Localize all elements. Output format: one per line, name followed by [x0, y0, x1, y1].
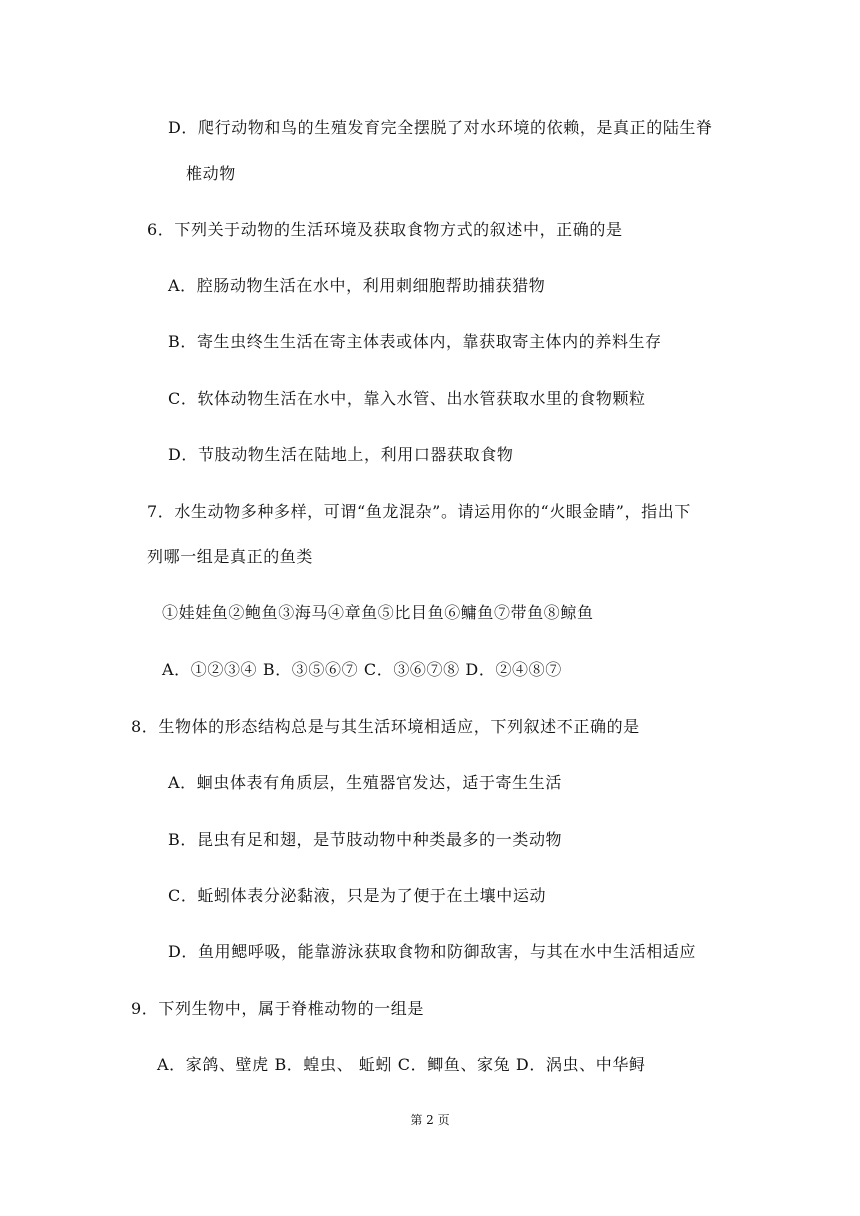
q8-option-c: C．蚯蚓体表分泌黏液，只是为了便于在土壤中运动	[168, 886, 547, 905]
q7-stem-line2: 列哪一组是真正的鱼类	[147, 547, 314, 566]
q9-options: A．家鸽、壁虎 B．蝗虫、 蚯蚓 C．鲫鱼、家兔 D．涡虫、中华鲟	[157, 1055, 646, 1074]
q8-option-b: B．昆虫有足和翅，是节肢动物中种类最多的一类动物	[168, 830, 563, 849]
q7-stem-line1: 7．水生动物多种多样，可谓“鱼龙混杂”。请运用你的“火眼金睛”，指出下	[147, 502, 691, 521]
q6-option-b: B．寄生虫终生生活在寄主体表或体内，靠获取寄主体内的养料生存	[168, 332, 662, 351]
q5-option-d-line1: D．爬行动物和鸟的生殖发育完全摆脱了对水环境的依赖，是真正的陆生脊	[168, 118, 713, 137]
q9-stem: 9．下列生物中，属于脊椎动物的一组是	[131, 999, 424, 1018]
q5-option-d-line2: 椎动物	[186, 164, 236, 183]
q6-option-c: C．软体动物生活在水中，靠入水管、出水管获取水里的食物颗粒	[168, 389, 646, 408]
q8-option-a: A．蛔虫体表有角质层，生殖器官发达，适于寄生生活	[168, 773, 562, 792]
page-number: 第 2 页	[410, 1113, 450, 1127]
q8-stem: 8．生物体的形态结构总是与其生活环境相适应，下列叙述不正确的是	[131, 717, 640, 736]
q7-items: ①娃娃鱼②鲍鱼③海马④章鱼⑤比目鱼⑥鳙鱼⑦带鱼⑧鲸鱼	[162, 603, 594, 622]
q7-options: A．①②③④ B．③⑤⑥⑦ C．③⑥⑦⑧ D．②④⑧⑦	[162, 660, 562, 679]
q6-option-a: A．腔肠动物生活在水中，利用刺细胞帮助捕获猎物	[168, 276, 546, 295]
q6-stem: 6．下列关于动物的生活环境及获取食物方式的叙述中，正确的是	[147, 220, 623, 239]
q6-option-d: D．节肢动物生活在陆地上，利用口器获取食物	[168, 445, 514, 464]
q8-option-d: D．鱼用鳃呼吸，能靠游泳获取食物和防御敌害，与其在水中生活相适应	[168, 942, 697, 961]
